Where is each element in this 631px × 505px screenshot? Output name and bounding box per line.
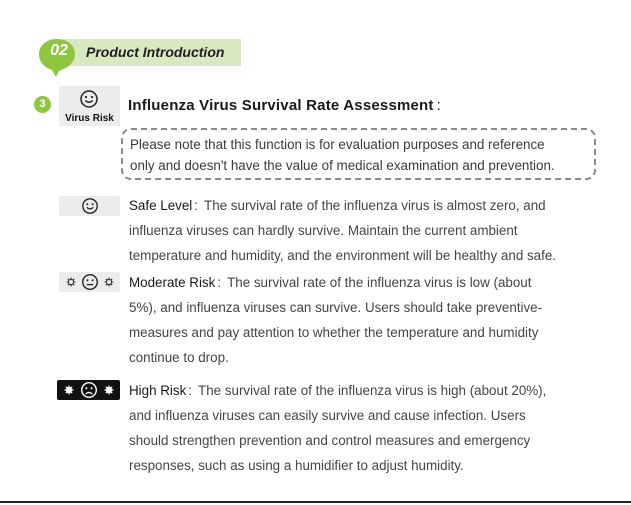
section-title: Product Introduction — [86, 44, 225, 60]
sad-face-with-virus-icon — [59, 381, 119, 399]
safe-level-line-1: Safe Level : The survival rate of the influenza virus is almost zero, and — [129, 198, 546, 213]
moderate-risk-name: Moderate Risk — [129, 275, 216, 290]
smiley-face-icon — [79, 89, 99, 109]
moderate-risk-line-1: Moderate Risk : The survival rate of the influenza virus is low (about — [129, 275, 532, 290]
high-risk-line-2: and influenza viruses can easily survive and cause infection. Users — [129, 408, 526, 423]
section-header — [37, 37, 241, 68]
safe-level-icon-badge — [59, 196, 120, 216]
disclaimer-note-box — [121, 128, 596, 180]
disclaimer-line-2: only and doesn't have the value of medical examination and prevention. — [130, 158, 555, 173]
disclaimer-note — [130, 134, 590, 176]
safe-level-line-2: influenza viruses can hardly survive. Maintain the current ambient — [129, 223, 518, 238]
safe-level-name: Safe Level — [129, 198, 193, 213]
virus-risk-icon-box — [59, 86, 120, 126]
moderate-risk-line-2: 5%), and influenza viruses can survive. Users should take preventive- — [129, 300, 543, 315]
high-risk-description — [129, 378, 599, 478]
high-risk-icon-badge — [57, 380, 120, 400]
smiley-face-icon — [81, 197, 99, 215]
high-risk-line-3: should strengthen prevention and control measures and emergency — [129, 433, 531, 448]
assessment-heading — [128, 97, 441, 114]
assessment-title-colon: : — [436, 97, 441, 114]
high-risk-name: High Risk — [129, 383, 187, 398]
high-risk-line-4: responses, such as using a humidifier to adjust humidity. — [129, 458, 464, 473]
safe-level-description — [129, 193, 599, 268]
assessment-title: Influenza Virus Survival Rate Assessment — [128, 97, 434, 114]
virus-risk-label: Virus Risk — [65, 113, 114, 124]
moderate-risk-description — [129, 270, 599, 370]
moderate-risk-icon-badge — [59, 272, 120, 292]
neutral-face-with-virus-icon — [61, 273, 119, 291]
high-risk-line-1: High Risk : The survival rate of the influenza virus is high (about 20%), — [129, 383, 547, 398]
step-number-badge: 3 — [34, 96, 51, 113]
section-number: 02 — [50, 42, 68, 59]
moderate-risk-line-4: continue to drop. — [129, 350, 229, 365]
safe-level-line-3: temperature and humidity, and the environment will be healthy and safe. — [129, 248, 557, 263]
bottom-divider — [0, 501, 631, 503]
moderate-risk-line-3: measures and pay attention to whether the temperature and humidity — [129, 325, 539, 340]
disclaimer-line-1: Please note that this function is for evaluation purposes and reference — [130, 137, 545, 152]
